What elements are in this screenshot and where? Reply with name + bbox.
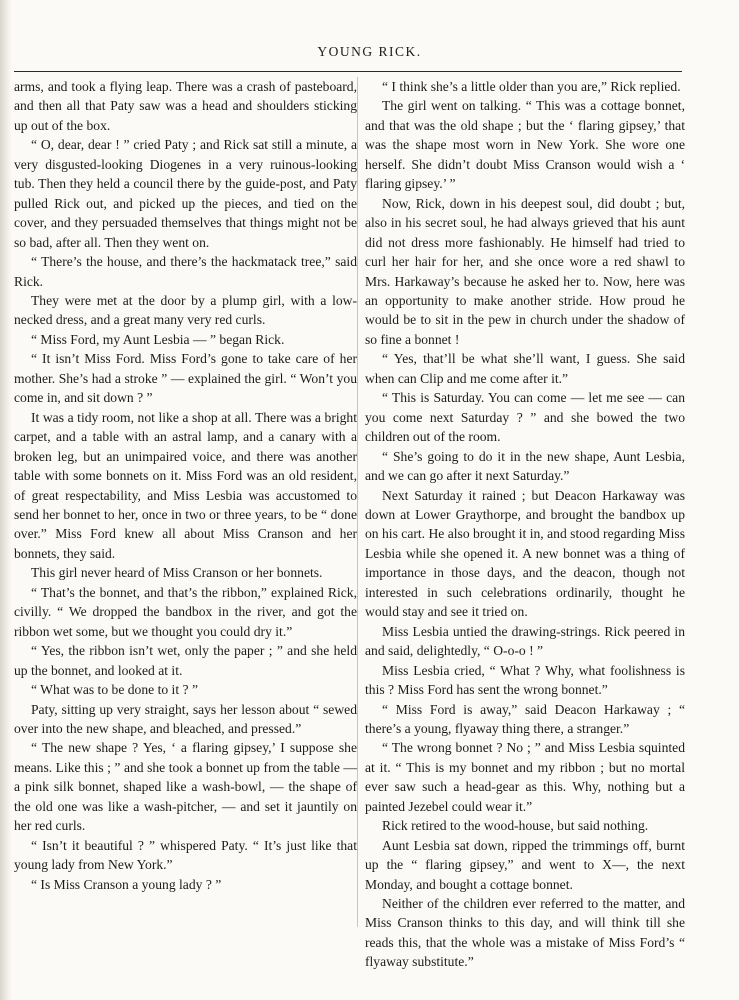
paragraph: “ She’s going to do it in the new shape, Aunt Lesbia, and we can go after it next Saturday.” — [365, 448, 685, 484]
paragraph: Neither of the children ever referred to the matter, and Miss Cranson thinks to this day, and will think till she reads this, that the whole was a mistake of Miss Ford’s “ flyaway substitute.” — [365, 896, 685, 970]
paragraph: Next Saturday it rained ; but Deacon Harkaway was down at Lower Graythorpe, and brought the bandbox up on his cart. He also brought it in, and stood regarding Miss Lesbia while she opened it. A new bonnet was a thing of importance in those days, and the deacon, though not interested in such celebrations ordinarily, thought he would stay and see it tried on. — [365, 487, 685, 620]
header-rule — [14, 71, 682, 72]
paragraph: “ I think she’s a little older than you are,” Rick replied. — [382, 79, 681, 94]
left-column — [14, 77, 357, 894]
paragraph: “ What was to be done to it ? ” — [31, 682, 198, 698]
paragraph: Paty, sitting up very straight, says her lesson about “ sewed over into the new shape, and bleached, and pressed.” — [14, 701, 357, 736]
paragraph: The girl went on talking. “ This was a cottage bonnet, and that was the old shape ; but the ‘ flaring gipsey,’ that was the shape most worn in New York. She wore one herself. She didn’t doubt Miss Cranson would wish a ‘ flaring gipsey.’ ” — [365, 98, 685, 192]
paragraph: “ The wrong bonnet ? No ; ” and Miss Lesbia squinted at it. “ This is my bonnet and my ribbon ; but no mortal ever saw such a head-gear as this. Why, nothing but a painted Jezebel could wear it.” — [365, 740, 685, 814]
paragraph: “ Miss Ford is away,” said Deacon Harkaway ; “ there’s a young, flyaway thing there, a stranger.” — [365, 701, 685, 736]
paragraph: Now, Rick, down in his deepest soul, did doubt ; but, also in his secret soul, he had always grieved that his aunt did not dress more fashionably. He himself had tried to curl her hair for her, and she once wore a red shawl to Mrs. Harkaway’s because he asked her to. Now, here was an opportunity to make another stride. How proud he would be to sit in the pew in church under the shadow of so fine a bonnet ! — [365, 195, 685, 347]
column-divider — [357, 77, 358, 927]
paragraph: Aunt Lesbia sat down, ripped the trimmings off, burnt up the “ flaring gipsey,” and went to X—, the next Monday, and bought a cottage bonnet. — [365, 837, 685, 892]
page-binding-shadow — [0, 0, 12, 1000]
paragraph: They were met at the door by a plump girl, with a low-necked dress, and a great many very red curls. — [14, 292, 357, 328]
paragraph: “ Is Miss Cranson a young lady ? ” — [31, 876, 222, 892]
paragraph: It was a tidy room, not like a shop at all. There was a bright carpet, and a table with an astral lamp, and a canary with a broken leg, but an unimpaired voice, and there was another table with some bonnets on it. Miss Ford was an old resident, of great respectability, and Miss Lesbia was accustomed to send her bonnet to her, once in two or three years, to be “ done over.” Miss Ford knew all about Miss Cranson and her bonnets, they said. — [14, 409, 357, 561]
paragraph: “ That’s the bonnet, and that’s the ribbon,” explained Rick, civilly. “ We dropped the bandbox in the river, and got the ribbon wet some, but we thought you could dry it.” — [14, 584, 357, 639]
paragraph: arms, and took a flying leap. There was a crash of pasteboard, and then all that Paty saw was a head and shoulders sticking up out of the box. — [14, 79, 357, 133]
paragraph: “ Isn’t it beautiful ? ” whispered Paty. “ It’s just like that young lady from New York.” — [14, 837, 357, 873]
paragraph: This girl never heard of Miss Cranson or her bonnets. — [31, 565, 323, 581]
paragraph: “ There’s the house, and there’s the hackmatack tree,” said Rick. — [14, 254, 357, 289]
running-title: YOUNG RICK. — [317, 44, 422, 59]
paragraph: Rick retired to the wood-house, but said nothing. — [382, 818, 649, 834]
paragraph: Miss Lesbia untied the drawing-strings. Rick peered in and said, delightedly, “ O-o-o ! ” — [365, 623, 685, 659]
paragraph: “ O, dear, dear ! ” cried Paty ; and Rick sat still a minute, a very disgusted-looking Diogenes in a very ruinous-looking tub. Then they held a council there by the guide-post, and Paty pulled Rick out, and picked up the pieces, and tied on the cover, and they persuaded themselves that things might not be so bad, after all. Then they went on. — [14, 137, 357, 250]
paragraph: “ Yes, the ribbon isn’t wet, only the paper ; ” and she held up the bonnet, and looked at it. — [14, 643, 357, 678]
right-column — [365, 77, 685, 972]
paragraph: “ The new shape ? Yes, ‘ a flaring gipsey,’ I suppose she means. Like this ; ” and she took a bonnet up from the table — a pink silk bonnet, shaped like a wash-bowl, — the shape of the old one was like a wash-pitcher, — and set it jauntily on her red curls. — [14, 740, 357, 834]
paragraph: “ This is Saturday. You can come — let me see — can you come next Saturday ? ” and she bowed the two children out of the room. — [365, 390, 685, 445]
paragraph: “ Miss Ford, my Aunt Lesbia — ” began Rick. — [31, 331, 285, 347]
paragraph: “ Yes, that’ll be what she’ll want, I guess. She said when can Clip and me come after it.” — [365, 351, 685, 386]
paragraph: “ It isn’t Miss Ford. Miss Ford’s gone to take care of her mother. She’s had a stroke ” — explained the girl. “ Won’t you come in, and sit down ? ” — [14, 351, 357, 406]
paragraph: Miss Lesbia cried, “ What ? Why, what foolishness is this ? Miss Ford has sent the wrong bonnet.” — [365, 662, 685, 698]
